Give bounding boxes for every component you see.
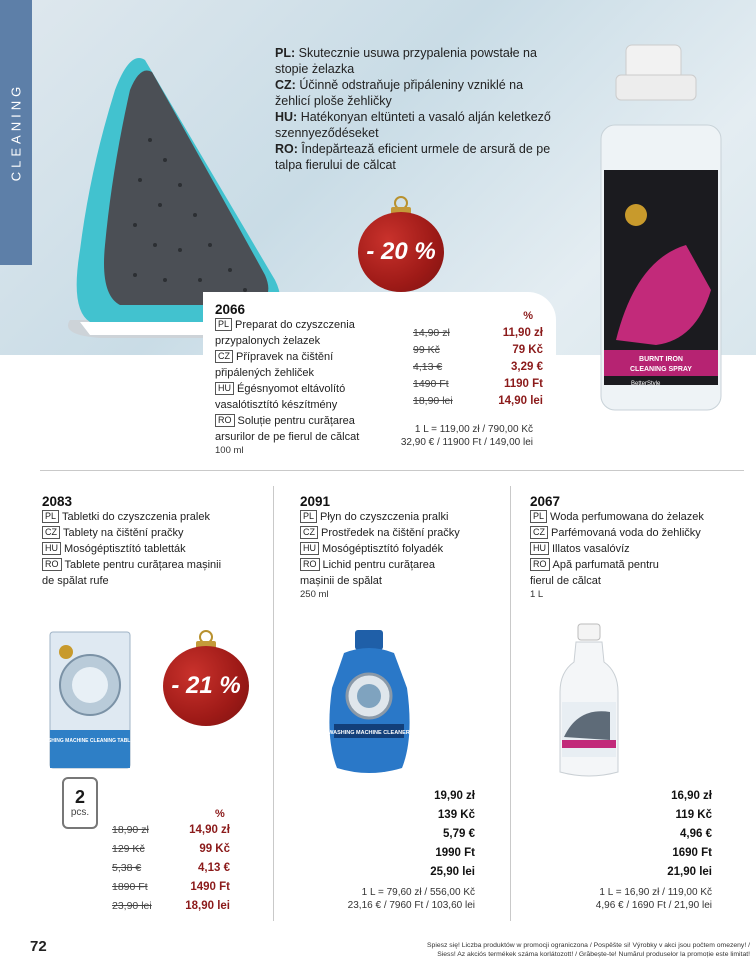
unit-price-line: 23,16 € / 7960 Ft / 103,60 lei — [347, 900, 475, 911]
spray-label-line2: CLEANING SPRAY — [630, 366, 692, 373]
hero-text-ro: RO: Îndepărtează eficient urmele de arsură de pe talpa fierului de călcat — [275, 142, 551, 172]
desc-line: PL Tabletki do czyszczenia pralek — [42, 509, 267, 525]
desc-line: připálených žehliček — [215, 367, 315, 379]
discount-badge-2083: - 21 % — [163, 646, 249, 726]
column-divider — [510, 486, 511, 921]
price: 4,96 € — [680, 828, 712, 840]
product-card-2067 — [530, 494, 750, 600]
desc-line: HU Illatos vasalóvíz — [530, 541, 750, 557]
product-code: 2083 — [42, 494, 73, 509]
desc-line: PL Woda perfumowana do żelazek — [530, 509, 750, 525]
column-divider — [273, 486, 274, 921]
desc-line: CZ Prostředek na čištění pračky — [300, 525, 505, 541]
desc-line: PL Płyn do czyszczenia pralki — [300, 509, 505, 525]
desc-line: PL Preparat do czyszczenia — [215, 317, 400, 333]
hero-text-hu: HU: Hatékonyan eltünteti a vasaló alján keletkező szennyeződéseket — [275, 110, 551, 140]
desc-line: CZ Tablety na čištění pračky — [42, 525, 267, 541]
desc-line: arsurilor de pe fierul de călcat — [215, 431, 360, 443]
desc-line: CZ Přípravek na čištění — [215, 349, 400, 365]
price-row: 1490 Ft 1190 Ft — [413, 378, 543, 390]
unit-price-line: 1 L = 79,60 zł / 556,00 Kč — [361, 887, 475, 898]
percent-marker: % — [523, 310, 533, 322]
product-code: 2067 — [530, 494, 561, 509]
product-card-2083 — [42, 494, 267, 589]
price-row: 4,13 € 3,29 € — [413, 361, 543, 373]
ironing-water-bottle-image — [558, 622, 620, 780]
tablets-box-image — [39, 630, 141, 770]
pcs-label: pcs. — [70, 807, 90, 818]
percent-marker: % — [215, 808, 225, 820]
price: 119 Kč — [675, 809, 712, 821]
product-volume: 250 ml — [300, 589, 329, 600]
desc-line: CZ Parfémovaná voda do žehličky — [530, 525, 750, 541]
desc-line: de spălat rufe — [42, 575, 109, 587]
product-code: 2066 — [215, 302, 246, 317]
price: 21,90 lei — [667, 866, 712, 878]
hero-description — [275, 45, 560, 173]
footer-disclaimer: Spiesz się! Liczba produktów w promocji ograniczona / Pospěšte si! Výrobky v akci jsou počtem omezeny! / Siess! Az akciós termékek száma korlátozott! / Grăbește-te! Numărul produselor la promoție este limitat! — [427, 942, 750, 958]
product-code: 2091 — [300, 494, 331, 509]
section-side-tab — [0, 0, 32, 265]
discount-badge-2066: - 20 % — [358, 212, 444, 292]
washing-machine-cleaner-bottle-image — [322, 628, 417, 778]
price: 139 Kč — [437, 809, 475, 821]
desc-line: przypalonych żelazek — [215, 335, 321, 347]
price-row: 1890 Ft 1490 Ft — [112, 881, 230, 893]
desc-line: RO Lichid pentru curățarea — [300, 557, 505, 573]
price: 19,90 zł — [434, 790, 475, 802]
product-card-2066 — [203, 292, 556, 468]
page-number: 72 — [30, 938, 47, 955]
discount-bauble-2066 — [358, 196, 444, 292]
desc-line: mașinii de spălat — [300, 575, 382, 587]
discount-bauble-2083 — [163, 630, 249, 726]
section-label: CLEANING — [8, 82, 24, 182]
product-volume: 100 ml — [215, 445, 244, 456]
product-card-2091 — [300, 494, 505, 600]
pcs-badge — [62, 777, 98, 829]
price-row: 14,90 zł 11,90 zł — [413, 327, 543, 339]
price-row: 18,90 zł 14,90 zł — [112, 824, 230, 836]
unit-price-line: 1 L = 16,90 zł / 119,00 Kč — [599, 887, 712, 898]
desc-line: vasalótisztító készítmény — [215, 399, 338, 411]
box-label: WASHING MACHINE CLEANING TABLETS — [39, 738, 141, 744]
price: 1990 Ft — [435, 847, 475, 859]
pcs-count: 2 — [74, 787, 85, 807]
desc-line: HU Mosógéptisztító tabletták — [42, 541, 267, 557]
section-divider — [40, 470, 744, 471]
desc-line: RO Tablete pentru curățarea mașinii — [42, 557, 267, 573]
price-row: 18,90 lei 14,90 lei — [413, 395, 543, 407]
unit-price-line: 4,96 € / 1690 Ft / 21,90 lei — [595, 900, 712, 911]
spray-label-line1: BURNT IRON — [639, 356, 683, 363]
cleaning-spray-bottle-image — [596, 40, 726, 415]
desc-line: HU Mosógéptisztító folyadék — [300, 541, 505, 557]
price: 25,90 lei — [430, 866, 475, 878]
price-row: 23,90 lei 18,90 lei — [112, 900, 230, 912]
bottle-label: WASHING MACHINE CLEANER — [328, 730, 410, 736]
product-volume: 1 L — [530, 589, 544, 600]
price: 1690 Ft — [672, 847, 712, 859]
price: 16,90 zł — [671, 790, 712, 802]
price-row: 99 Kč 79 Kč — [413, 344, 543, 356]
desc-line: fierul de călcat — [530, 575, 601, 587]
price-row: 5,38 € 4,13 € — [112, 862, 230, 874]
unit-price-line: 32,90 € / 11900 Ft / 149,00 lei — [400, 437, 533, 448]
desc-line: HU Égésnyomot eltávolító — [215, 381, 400, 397]
unit-price-line: 1 L = 119,00 zł / 790,00 Kč — [414, 424, 533, 435]
hero-text-pl: PL: Skutecznie usuwa przypalenia powstałe na stopie żelazka — [275, 46, 537, 76]
price: 5,79 € — [443, 828, 475, 840]
spray-brand: BetterStyle — [631, 381, 661, 387]
price-row: 129 Kč 99 Kč — [112, 843, 230, 855]
desc-line: RO Soluție pentru curățarea — [215, 413, 400, 429]
hero-text-cz: CZ: Účinně odstraňuje připáleniny vzniklé na žehlicí ploše žehličky — [275, 78, 524, 108]
desc-line: RO Apă parfumată pentru — [530, 557, 750, 573]
